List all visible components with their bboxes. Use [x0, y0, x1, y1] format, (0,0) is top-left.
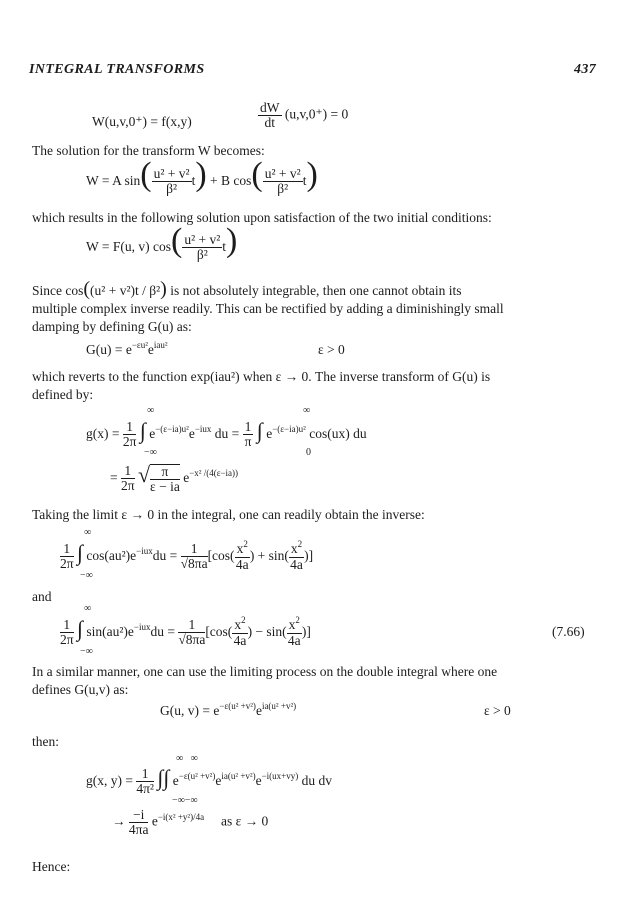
text-hence: Hence:: [32, 859, 71, 874]
text-line: In a similar manner, one can use the limiting process on the double integral where one: [32, 664, 498, 679]
upper-limit: ∞: [84, 527, 92, 538]
equation-guv: G(u, $v) = e^{-\varepsilon(u^2 +v^2)}e^{ia(u^2 +v^2)}$: [160, 701, 297, 718]
text-line: which results in the following solution upon satisfaction of the two initial conditions:: [32, 210, 492, 225]
equation-w-general: W = A sin( $\frac{\text{u² + v²}}{\text{β²}}$ t) + B cos( $\frac{\text{u² + v²}}{\text{β²}}$ t): [86, 156, 318, 197]
equation-gxy: g(x, y) = $\frac{1}{\text{4π²}}$ ∫∫ $e^{-\varepsilon(u^2 +v^2)}e^{ia(u^2 +v^2)}e^{-i(ux+vy)}$ du dv: [86, 765, 332, 797]
lower-limit: 0: [306, 447, 311, 458]
upper-limit: ∞: [84, 603, 92, 614]
initial-condition-2: $\frac{dW}{dt}$ (u,v,0⁺) = 0: [260, 100, 349, 130]
upper-limit: ∞: [303, 405, 311, 416]
epsilon-condition: ε > 0: [484, 703, 511, 718]
initial-condition-1: W(u,v,0⁺) = f(x,y): [92, 114, 192, 129]
equation-gu: $G(u) = e^{-\varepsilon u^2}e^{iau^2}$: [86, 340, 168, 357]
lower-limit: −∞: [80, 646, 93, 657]
lower-limits: −∞−∞: [172, 795, 198, 806]
text-line: Taking the limit ε → 0 in the integral, one can readily obtain the inverse:: [32, 507, 425, 522]
page-number: 437: [574, 62, 597, 77]
lower-limit: −∞: [80, 570, 93, 581]
epsilon-condition: ε > 0: [318, 342, 345, 357]
text-line: multiple complex inverse readily. This can be rectified by adding a diminishingly small: [32, 301, 504, 316]
equation-gxy-limit: → $\frac{-i}{4\pi a}$ $e^{-i(x^2 +y^2)/4a}$ as ε → 0: [112, 807, 269, 837]
text-line: which reverts to the function exp(iau²) when ε → 0. The inverse transform of G(u) is: [32, 369, 491, 384]
text-line: Since cos((u² + v²)t / β²) is not absolutely integrable, then one cannot obtain its: [32, 278, 462, 300]
equation-number: (7.66): [552, 624, 585, 639]
text-then: then:: [32, 734, 59, 749]
text-line: defined by:: [32, 387, 94, 402]
equation-w-particular: W = F(u, v) cos( $\frac{\text{u² + v²}}{\text{β²}}$ t): [86, 222, 238, 263]
text-line: The solution for the transform W becomes:: [32, 143, 265, 158]
text-and: and: [32, 589, 52, 604]
text-line: defines G(u,v) as:: [32, 682, 129, 697]
upper-limit: ∞: [147, 405, 155, 416]
equation-gx: g(x) = $\frac{1}{2\pi}$ ∫ $e^{-(\varepsilon-ia)u^2}e^{-iux}$ du = $\frac{1}{\pi}$ ∫ $e^{-(\varepsilon-ia)u^2}$ cos(ux) du: [86, 418, 367, 450]
equation-cos-inverse: $\frac{1}{2\pi}$ ∫ $\cos(au^2)e^{-iux}du$ = $\frac{1}{√8\pi a}$ [cos( $\frac{x^2}{4a}$ ) + sin( $\frac{x^2}{4a}$ )]: [60, 538, 314, 572]
upper-limits: ∞ ∞: [176, 753, 198, 764]
text-line: damping by defining G(u) as:: [32, 319, 192, 334]
running-header-title: INTEGRAL TRANSFORMS: [29, 62, 205, 77]
lower-limit: −∞: [144, 447, 157, 458]
equation-gx-result: = $\frac{1}{2\pi}$ √ $\frac{\pi}{\varepsilon - ia}$ $e^{-x^2 /(4(\varepsilon-ia))}$: [110, 462, 239, 494]
equation-sin-inverse: $\frac{1}{2\pi}$ ∫ $\sin(au^2)e^{-iux}du$ = $\frac{1}{√8\pi a}$ [cos( $\frac{x^2}{4a}$ ) − sin( $\frac{x^2}{4a}$ )]: [60, 614, 311, 648]
